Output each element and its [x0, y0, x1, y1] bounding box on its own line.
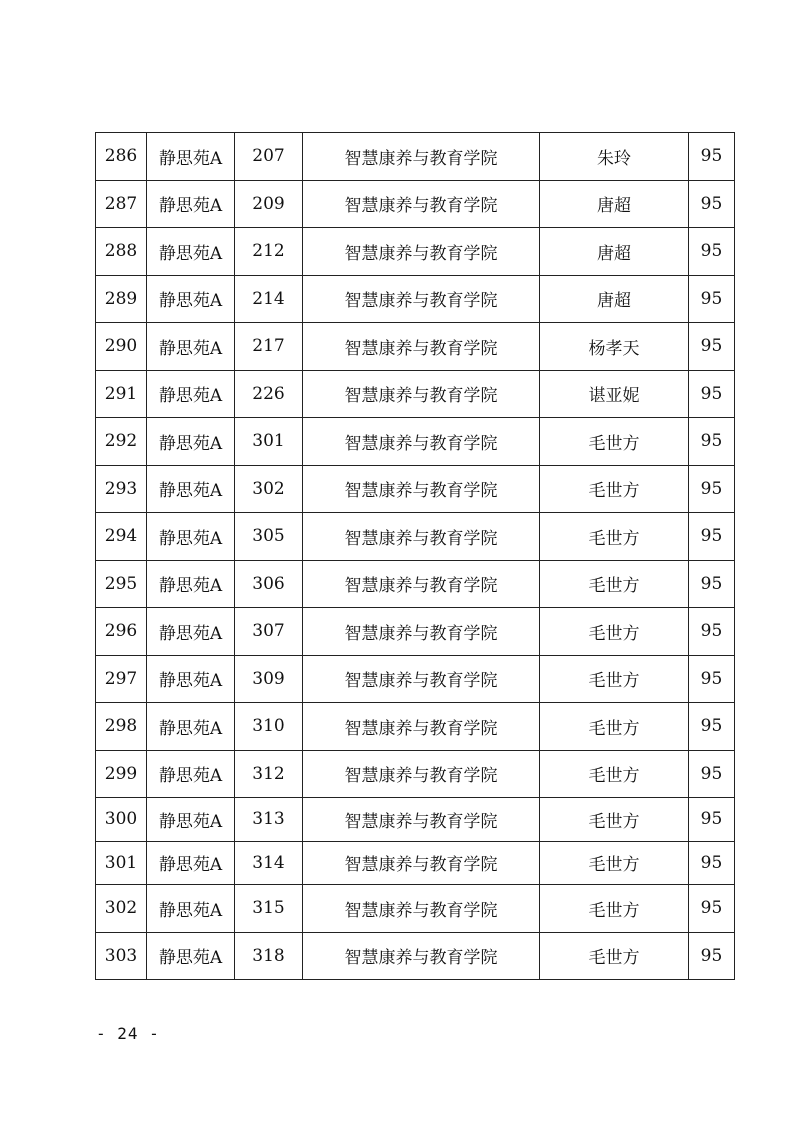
cell-score: 95 — [689, 932, 735, 980]
cell-score: 95 — [689, 275, 735, 323]
table-row — [96, 465, 735, 513]
cell-person: 朱玲 — [540, 133, 689, 181]
cell-person: 毛世方 — [540, 418, 689, 466]
cell-score: 95 — [689, 513, 735, 561]
cell-person: 唐超 — [540, 275, 689, 323]
cell-score: 95 — [689, 750, 735, 798]
table-row — [96, 655, 735, 703]
cell-score: 95 — [689, 885, 735, 933]
cell-building: 静思苑A — [147, 703, 235, 751]
dormitory-score-table — [95, 132, 735, 980]
cell-room: 302 — [235, 465, 303, 513]
cell-building: 静思苑A — [147, 228, 235, 276]
cell-building: 静思苑A — [147, 655, 235, 703]
cell-no: 297 — [96, 655, 147, 703]
page-number: - 24 - — [96, 1024, 160, 1043]
table-row — [96, 560, 735, 608]
table-row — [96, 750, 735, 798]
cell-no: 287 — [96, 180, 147, 228]
cell-building: 静思苑A — [147, 560, 235, 608]
cell-person: 唐超 — [540, 180, 689, 228]
cell-room: 312 — [235, 750, 303, 798]
cell-room: 310 — [235, 703, 303, 751]
cell-room: 226 — [235, 370, 303, 418]
cell-person: 毛世方 — [540, 655, 689, 703]
cell-college: 智慧康养与教育学院 — [303, 932, 540, 980]
cell-no: 294 — [96, 513, 147, 561]
table-row — [96, 133, 735, 181]
cell-score: 95 — [689, 841, 735, 885]
cell-score: 95 — [689, 323, 735, 371]
cell-college: 智慧康养与教育学院 — [303, 608, 540, 656]
cell-college: 智慧康养与教育学院 — [303, 370, 540, 418]
cell-room: 214 — [235, 275, 303, 323]
table-row — [96, 703, 735, 751]
table-row — [96, 370, 735, 418]
table-row — [96, 275, 735, 323]
cell-no: 286 — [96, 133, 147, 181]
cell-no: 292 — [96, 418, 147, 466]
cell-person: 谌亚妮 — [540, 370, 689, 418]
cell-person: 唐超 — [540, 228, 689, 276]
cell-no: 288 — [96, 228, 147, 276]
table-row — [96, 418, 735, 466]
cell-score: 95 — [689, 465, 735, 513]
cell-no: 301 — [96, 841, 147, 885]
cell-room: 307 — [235, 608, 303, 656]
cell-building: 静思苑A — [147, 275, 235, 323]
cell-no: 289 — [96, 275, 147, 323]
cell-college: 智慧康养与教育学院 — [303, 465, 540, 513]
cell-college: 智慧康养与教育学院 — [303, 703, 540, 751]
cell-building: 静思苑A — [147, 180, 235, 228]
cell-room: 305 — [235, 513, 303, 561]
cell-no: 302 — [96, 885, 147, 933]
cell-college: 智慧康养与教育学院 — [303, 885, 540, 933]
cell-college: 智慧康养与教育学院 — [303, 513, 540, 561]
cell-person: 毛世方 — [540, 465, 689, 513]
cell-college: 智慧康养与教育学院 — [303, 323, 540, 371]
cell-person: 毛世方 — [540, 703, 689, 751]
cell-building: 静思苑A — [147, 750, 235, 798]
cell-building: 静思苑A — [147, 133, 235, 181]
cell-room: 209 — [235, 180, 303, 228]
cell-building: 静思苑A — [147, 465, 235, 513]
cell-no: 291 — [96, 370, 147, 418]
cell-room: 318 — [235, 932, 303, 980]
cell-room: 314 — [235, 841, 303, 885]
cell-room: 301 — [235, 418, 303, 466]
table-row — [96, 885, 735, 933]
cell-college: 智慧康养与教育学院 — [303, 560, 540, 608]
cell-college: 智慧康养与教育学院 — [303, 133, 540, 181]
cell-score: 95 — [689, 798, 735, 842]
cell-no: 295 — [96, 560, 147, 608]
cell-person: 毛世方 — [540, 560, 689, 608]
table-row — [96, 323, 735, 371]
cell-person: 毛世方 — [540, 750, 689, 798]
cell-score: 95 — [689, 655, 735, 703]
cell-no: 296 — [96, 608, 147, 656]
cell-college: 智慧康养与教育学院 — [303, 655, 540, 703]
table-body — [96, 133, 735, 980]
cell-person: 毛世方 — [540, 885, 689, 933]
cell-room: 207 — [235, 133, 303, 181]
cell-score: 95 — [689, 560, 735, 608]
table-row — [96, 932, 735, 980]
cell-room: 309 — [235, 655, 303, 703]
cell-college: 智慧康养与教育学院 — [303, 418, 540, 466]
cell-building: 静思苑A — [147, 841, 235, 885]
cell-building: 静思苑A — [147, 370, 235, 418]
cell-college: 智慧康养与教育学院 — [303, 750, 540, 798]
cell-no: 298 — [96, 703, 147, 751]
cell-room: 217 — [235, 323, 303, 371]
cell-room: 306 — [235, 560, 303, 608]
table-row — [96, 180, 735, 228]
cell-building: 静思苑A — [147, 323, 235, 371]
cell-score: 95 — [689, 608, 735, 656]
cell-score: 95 — [689, 370, 735, 418]
cell-building: 静思苑A — [147, 418, 235, 466]
table-row — [96, 608, 735, 656]
table-row — [96, 513, 735, 561]
cell-no: 300 — [96, 798, 147, 842]
cell-person: 毛世方 — [540, 932, 689, 980]
table-row — [96, 841, 735, 885]
cell-college: 智慧康养与教育学院 — [303, 275, 540, 323]
cell-room: 315 — [235, 885, 303, 933]
cell-building: 静思苑A — [147, 798, 235, 842]
cell-building: 静思苑A — [147, 513, 235, 561]
table-row — [96, 228, 735, 276]
cell-person: 毛世方 — [540, 513, 689, 561]
cell-score: 95 — [689, 180, 735, 228]
table-row — [96, 798, 735, 842]
cell-score: 95 — [689, 228, 735, 276]
cell-person: 毛世方 — [540, 608, 689, 656]
cell-no: 293 — [96, 465, 147, 513]
cell-college: 智慧康养与教育学院 — [303, 841, 540, 885]
cell-person: 毛世方 — [540, 841, 689, 885]
cell-score: 95 — [689, 133, 735, 181]
cell-college: 智慧康养与教育学院 — [303, 228, 540, 276]
cell-no: 290 — [96, 323, 147, 371]
cell-person: 毛世方 — [540, 798, 689, 842]
cell-room: 212 — [235, 228, 303, 276]
cell-building: 静思苑A — [147, 608, 235, 656]
cell-college: 智慧康养与教育学院 — [303, 180, 540, 228]
cell-college: 智慧康养与教育学院 — [303, 798, 540, 842]
cell-building: 静思苑A — [147, 885, 235, 933]
cell-no: 303 — [96, 932, 147, 980]
cell-room: 313 — [235, 798, 303, 842]
cell-building: 静思苑A — [147, 932, 235, 980]
cell-score: 95 — [689, 703, 735, 751]
cell-person: 杨孝天 — [540, 323, 689, 371]
cell-score: 95 — [689, 418, 735, 466]
cell-no: 299 — [96, 750, 147, 798]
